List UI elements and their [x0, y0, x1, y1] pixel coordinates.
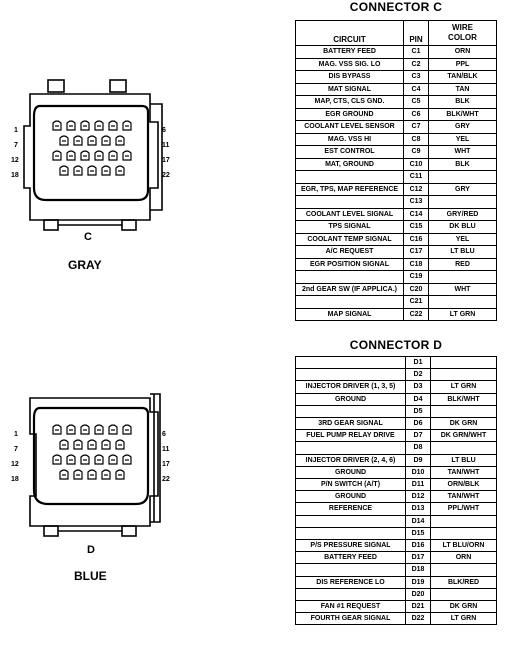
circuit-cell — [296, 196, 404, 209]
table-row — [296, 108, 497, 121]
table-row — [296, 405, 497, 417]
pin-cell: C8 — [404, 133, 429, 146]
table-row — [296, 233, 497, 246]
pin-cell: C10 — [404, 158, 429, 171]
circuit-cell: COOLANT LEVEL SENSOR — [296, 121, 404, 134]
header-pin: PIN — [404, 21, 429, 46]
pin-cell: C1 — [404, 46, 429, 59]
pin-cell: C15 — [404, 221, 429, 234]
pin-label-11: 11 — [162, 446, 170, 453]
wire-color-cell: BLK — [429, 158, 497, 171]
wire-color-cell: TAN/WHT — [431, 491, 497, 503]
circuit-cell: MAP SIGNAL — [296, 308, 404, 321]
wire-color-cell: DK GRN/WHT — [431, 430, 497, 442]
pin-label-12: 12 — [11, 461, 19, 468]
pin-label-1: 1 — [14, 127, 18, 134]
connector-c-housing — [0, 70, 200, 240]
table-row — [296, 71, 497, 84]
circuit-cell: DIS BYPASS — [296, 71, 404, 84]
table-row — [296, 576, 497, 588]
table-row — [296, 208, 497, 221]
table-row — [296, 393, 497, 405]
pin-cell: D18 — [406, 564, 431, 576]
pin-cell: D15 — [406, 527, 431, 539]
wire-color-cell — [431, 588, 497, 600]
pin-cell: C12 — [404, 183, 429, 196]
circuit-cell — [296, 442, 406, 454]
table-row — [296, 466, 497, 478]
circuit-cell — [296, 296, 404, 309]
circuit-cell — [296, 405, 406, 417]
wire-color-cell — [431, 357, 497, 369]
pin-cell: C17 — [404, 246, 429, 259]
table-row — [296, 357, 497, 369]
table-row — [296, 430, 497, 442]
table-row — [296, 491, 497, 503]
pin-cell: D12 — [406, 491, 431, 503]
pin-cell: C7 — [404, 121, 429, 134]
table-row — [296, 564, 497, 576]
wire-color-cell — [431, 564, 497, 576]
pin-cell: D5 — [406, 405, 431, 417]
circuit-cell: BATTERY FEED — [296, 46, 404, 59]
circuit-cell: EGR GROUND — [296, 108, 404, 121]
table-row — [296, 308, 497, 321]
table-row — [296, 479, 497, 491]
circuit-cell: P/S PRESSURE SIGNAL — [296, 540, 406, 552]
pin-cell: D22 — [406, 613, 431, 625]
wire-color-cell — [431, 515, 497, 527]
wire-color-cell — [429, 171, 497, 184]
pin-label-22: 22 — [162, 476, 170, 483]
table-row — [296, 601, 497, 613]
circuit-cell: EGR POSITION SIGNAL — [296, 258, 404, 271]
wire-color-cell: TAN — [429, 83, 497, 96]
pin-cell: D19 — [406, 576, 431, 588]
wire-color-cell: GRY/RED — [429, 208, 497, 221]
circuit-cell: COOLANT LEVEL SIGNAL — [296, 208, 404, 221]
circuit-cell: MAG. VSS SIG. LO — [296, 58, 404, 71]
pin-cell: D4 — [406, 393, 431, 405]
connector-d-table — [295, 356, 497, 625]
pin-cell: C14 — [404, 208, 429, 221]
wire-color-cell: PPL/WHT — [431, 503, 497, 515]
circuit-cell — [296, 564, 406, 576]
circuit-cell: INJECTOR DRIVER (1, 3, 5) — [296, 381, 406, 393]
table-row — [296, 258, 497, 271]
circuit-cell: DIS REFERENCE LO — [296, 576, 406, 588]
header-wire-color: WIRE COLOR — [429, 21, 497, 46]
circuit-cell — [296, 369, 406, 381]
wire-color-cell: DK GRN — [431, 418, 497, 430]
wire-color-cell: LT BLU — [431, 454, 497, 466]
wire-color-cell — [431, 405, 497, 417]
circuit-cell — [296, 588, 406, 600]
pin-cell: C3 — [404, 71, 429, 84]
pin-label-18: 18 — [11, 476, 19, 483]
table-row — [296, 283, 497, 296]
table-row — [296, 271, 497, 284]
circuit-cell: P/N SWITCH (A/T) — [296, 479, 406, 491]
wire-color-cell — [429, 196, 497, 209]
wire-color-cell: YEL — [429, 233, 497, 246]
circuit-cell — [296, 357, 406, 369]
table-row — [296, 503, 497, 515]
table-row — [296, 133, 497, 146]
circuit-cell: BATTERY FEED — [296, 552, 406, 564]
pin-cell: C4 — [404, 83, 429, 96]
pin-cell: D11 — [406, 479, 431, 491]
wire-color-cell: ORN/BLK — [431, 479, 497, 491]
wire-color-cell: LT GRN — [431, 381, 497, 393]
circuit-cell: FOURTH GEAR SIGNAL — [296, 613, 406, 625]
pin-cell: C11 — [404, 171, 429, 184]
connector-d-diagram — [0, 372, 200, 592]
circuit-cell: MAG. VSS HI — [296, 133, 404, 146]
connector-c-title: CONNECTOR C — [349, 0, 443, 14]
circuit-cell: 3RD GEAR SIGNAL — [296, 418, 406, 430]
table-row — [296, 171, 497, 184]
table-row — [296, 196, 497, 209]
pin-cell: D21 — [406, 601, 431, 613]
wire-color-cell — [431, 442, 497, 454]
circuit-cell: MAT SIGNAL — [296, 83, 404, 96]
wire-color-cell: DK BLU — [429, 221, 497, 234]
circuit-cell: INJECTOR DRIVER (2, 4, 6) — [296, 454, 406, 466]
connector-letter-d: D — [87, 544, 95, 556]
pin-cell: D1 — [406, 357, 431, 369]
wire-color-cell: GRY — [429, 121, 497, 134]
circuit-cell: COOLANT TEMP SIGNAL — [296, 233, 404, 246]
circuit-cell: GROUND — [296, 491, 406, 503]
wire-color-cell: BLK/WHT — [429, 108, 497, 121]
table-row — [296, 588, 497, 600]
wire-color-cell — [429, 296, 497, 309]
wire-color-cell: RED — [429, 258, 497, 271]
pin-cell: C2 — [404, 58, 429, 71]
circuit-cell — [296, 515, 406, 527]
wire-color-cell: LT GRN — [431, 613, 497, 625]
pin-cell: C16 — [404, 233, 429, 246]
table-row — [296, 46, 497, 59]
wire-color-cell: BLK — [429, 96, 497, 109]
connector-d-housing — [0, 372, 200, 542]
pin-cell: C6 — [404, 108, 429, 121]
connector-color-gray: GRAY — [68, 258, 102, 272]
pin-cell: D10 — [406, 466, 431, 478]
connector-c-diagram — [0, 70, 200, 290]
circuit-cell: REFERENCE — [296, 503, 406, 515]
wire-color-cell: LT BLU — [429, 246, 497, 259]
pin-cell: D16 — [406, 540, 431, 552]
pin-label-18: 18 — [11, 172, 19, 179]
pin-label-22: 22 — [162, 172, 170, 179]
pin-cell: D14 — [406, 515, 431, 527]
wire-color-cell — [429, 271, 497, 284]
circuit-cell — [296, 527, 406, 539]
table-header-row — [296, 21, 497, 46]
table-row — [296, 246, 497, 259]
table-row — [296, 221, 497, 234]
pin-cell: C5 — [404, 96, 429, 109]
table-row — [296, 96, 497, 109]
pin-cell: C22 — [404, 308, 429, 321]
pin-cell: C21 — [404, 296, 429, 309]
pin-cell: D6 — [406, 418, 431, 430]
pin-cell: C19 — [404, 271, 429, 284]
pin-label-1: 1 — [14, 431, 18, 438]
pin-cell: D13 — [406, 503, 431, 515]
connector-color-blue: BLUE — [74, 569, 107, 583]
table-row — [296, 540, 497, 552]
wire-color-cell: YEL — [429, 133, 497, 146]
circuit-cell: 2nd GEAR SW (IF APPLICA.) — [296, 283, 404, 296]
pin-cell: C9 — [404, 146, 429, 159]
circuit-cell: FAN #1 REQUEST — [296, 601, 406, 613]
pin-cell: D9 — [406, 454, 431, 466]
circuit-cell: EST CONTROL — [296, 146, 404, 159]
wire-color-cell: ORN — [431, 552, 497, 564]
pin-label-17: 17 — [162, 157, 170, 164]
wire-color-cell: GRY — [429, 183, 497, 196]
table-row — [296, 296, 497, 309]
wire-color-cell: WHT — [429, 283, 497, 296]
pin-label-7: 7 — [14, 446, 18, 453]
connector-d-title: CONNECTOR D — [349, 338, 443, 352]
wire-color-cell: WHT — [429, 146, 497, 159]
pin-cell: D8 — [406, 442, 431, 454]
header-circuit: CIRCUIT — [296, 21, 404, 46]
wire-color-cell: TAN/WHT — [431, 466, 497, 478]
table-row — [296, 381, 497, 393]
table-row — [296, 527, 497, 539]
table-row — [296, 552, 497, 564]
wire-color-cell: PPL — [429, 58, 497, 71]
circuit-cell — [296, 271, 404, 284]
pin-cell: D2 — [406, 369, 431, 381]
wire-color-cell: BLK/RED — [431, 576, 497, 588]
wire-color-cell: LT GRN — [429, 308, 497, 321]
pin-cell: D17 — [406, 552, 431, 564]
table-row — [296, 418, 497, 430]
pin-cell: D20 — [406, 588, 431, 600]
pin-cell: C18 — [404, 258, 429, 271]
table-row — [296, 613, 497, 625]
pin-cell: C13 — [404, 196, 429, 209]
wire-color-cell: TAN/BLK — [429, 71, 497, 84]
circuit-cell: GROUND — [296, 466, 406, 478]
table-row — [296, 454, 497, 466]
circuit-cell: A/C REQUEST — [296, 246, 404, 259]
connector-c-table — [295, 20, 497, 321]
table-row — [296, 146, 497, 159]
circuit-cell: TPS SIGNAL — [296, 221, 404, 234]
connector-letter-c: C — [84, 231, 92, 243]
table-row — [296, 158, 497, 171]
circuit-cell: FUEL PUMP RELAY DRIVE — [296, 430, 406, 442]
pin-cell: D3 — [406, 381, 431, 393]
pin-label-7: 7 — [14, 142, 18, 149]
wire-color-cell: LT BLU/ORN — [431, 540, 497, 552]
table-row — [296, 121, 497, 134]
pin-label-17: 17 — [162, 461, 170, 468]
pin-label-12: 12 — [11, 157, 19, 164]
wire-color-cell — [431, 369, 497, 381]
table-row — [296, 58, 497, 71]
table-row — [296, 183, 497, 196]
wire-color-cell — [431, 527, 497, 539]
circuit-cell — [296, 171, 404, 184]
table-row — [296, 515, 497, 527]
pin-cell: C20 — [404, 283, 429, 296]
pin-label-6: 6 — [162, 127, 166, 134]
table-row — [296, 83, 497, 96]
circuit-cell: EGR, TPS, MAP REFERENCE — [296, 183, 404, 196]
wire-color-cell: ORN — [429, 46, 497, 59]
table-row — [296, 442, 497, 454]
wire-color-cell: BLK/WHT — [431, 393, 497, 405]
circuit-cell: MAT, GROUND — [296, 158, 404, 171]
circuit-cell: MAP, CTS, CLS GND. — [296, 96, 404, 109]
table-row — [296, 369, 497, 381]
pin-label-6: 6 — [162, 431, 166, 438]
circuit-cell: GROUND — [296, 393, 406, 405]
pin-cell: D7 — [406, 430, 431, 442]
wire-color-cell: DK GRN — [431, 601, 497, 613]
pin-label-11: 11 — [162, 142, 170, 149]
